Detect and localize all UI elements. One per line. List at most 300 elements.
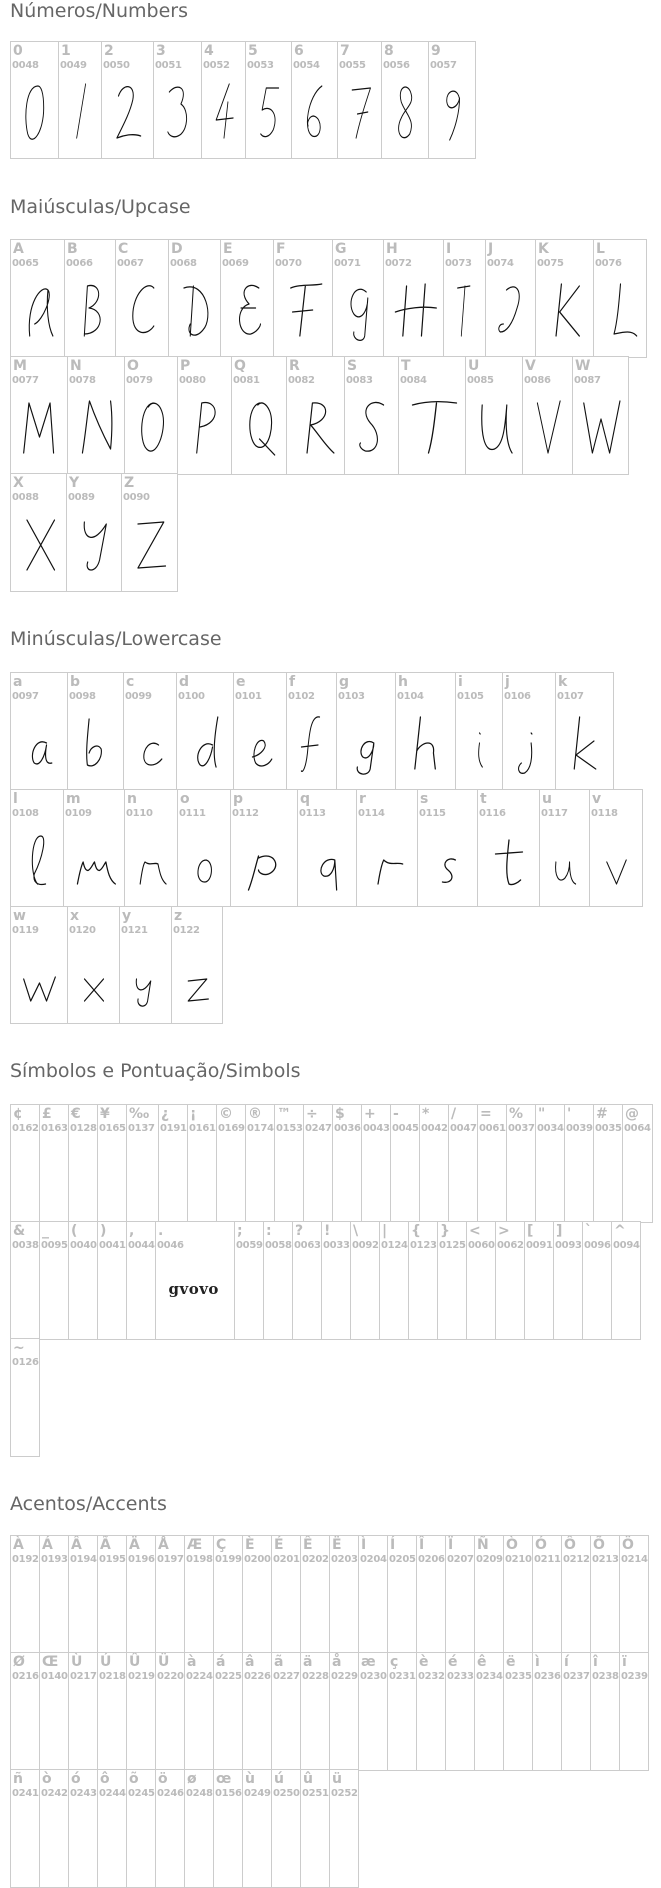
glyph-character: w xyxy=(13,908,26,924)
glyph-character: ® xyxy=(248,1106,262,1122)
glyph-character: z xyxy=(174,908,183,924)
glyph-cell xyxy=(532,1535,562,1654)
glyph-cell xyxy=(63,789,125,907)
glyph-cell xyxy=(67,906,120,1024)
glyph-character: Y xyxy=(69,475,80,491)
glyph-code: 0089 xyxy=(68,492,95,503)
glyph-character: ï xyxy=(622,1654,627,1670)
glyph-code: 0057 xyxy=(430,60,457,71)
glyph-code: 0163 xyxy=(41,1123,68,1134)
glyph-character: b xyxy=(70,674,81,690)
glyph-sample xyxy=(345,357,399,475)
glyph-code: 0224 xyxy=(186,1671,213,1682)
glyph-cell xyxy=(230,789,298,907)
glyph-code: 0126 xyxy=(12,1357,39,1368)
glyph-character: Ä xyxy=(129,1537,140,1553)
glyph-character: 0 xyxy=(13,43,23,59)
glyph-code: 0095 xyxy=(41,1240,68,1251)
glyph-code: 0117 xyxy=(541,808,568,819)
glyph-cell xyxy=(10,789,64,907)
glyph-character: & xyxy=(13,1223,26,1239)
glyph-code: 0070 xyxy=(275,258,302,269)
glyph-cell xyxy=(10,672,68,791)
glyph-sample xyxy=(232,357,287,475)
glyph-code: 0201 xyxy=(273,1554,300,1565)
glyph-sample xyxy=(486,240,536,358)
glyph-sample xyxy=(573,357,629,475)
glyph-code: 0239 xyxy=(621,1671,648,1682)
glyph-code: 0097 xyxy=(12,691,39,702)
glyph-cell xyxy=(416,1535,446,1654)
glyph-code: 0247 xyxy=(305,1123,332,1134)
glyph-code: 0073 xyxy=(445,258,472,269)
glyph-character: * xyxy=(422,1106,430,1122)
glyph-code: 0228 xyxy=(302,1671,329,1682)
glyph-code: 0220 xyxy=(157,1671,184,1682)
glyph-character: I xyxy=(446,241,452,257)
glyph-character: 6 xyxy=(294,43,304,59)
glyph-character: á xyxy=(216,1654,226,1670)
glyph-cell xyxy=(58,41,102,159)
glyph-code: 0058 xyxy=(265,1240,292,1251)
glyph-cell xyxy=(564,1104,594,1223)
glyph-code: 0238 xyxy=(592,1671,619,1682)
glyph-character: 8 xyxy=(384,43,394,59)
glyph-code: 0233 xyxy=(447,1671,474,1682)
glyph-code: 0100 xyxy=(178,691,205,702)
glyph-code: 0230 xyxy=(360,1671,387,1682)
glyph-sample xyxy=(594,240,647,358)
glyph-cell xyxy=(593,239,647,358)
glyph-code: 0037 xyxy=(508,1123,535,1134)
glyph-code: 0071 xyxy=(334,258,361,269)
glyph-character: 5 xyxy=(248,43,258,59)
glyph-cell xyxy=(67,356,125,475)
glyph-sample xyxy=(221,240,274,358)
glyph-code: 0205 xyxy=(389,1554,416,1565)
glyph-cell xyxy=(10,1104,40,1223)
glyph-code: 0113 xyxy=(299,808,326,819)
glyph-code: 0231 xyxy=(389,1671,416,1682)
glyph-cell xyxy=(233,672,287,791)
glyph-code: 0098 xyxy=(69,691,96,702)
glyph-code: 0195 xyxy=(99,1554,126,1565)
glyph-code: 0087 xyxy=(574,375,601,386)
glyph-code: 0066 xyxy=(66,258,93,269)
glyph-character: r xyxy=(359,791,366,807)
glyph-code: 0045 xyxy=(392,1123,419,1134)
glyph-sample xyxy=(396,673,456,791)
glyph-cell xyxy=(121,473,178,592)
glyph-cell xyxy=(216,1104,246,1223)
glyph-character: N xyxy=(70,358,82,374)
glyph-character: Ù xyxy=(71,1654,83,1670)
glyph-character: ) xyxy=(100,1223,107,1239)
glyph-code: 0080 xyxy=(179,375,206,386)
glyph-code: 0203 xyxy=(331,1554,358,1565)
glyph-cell xyxy=(539,789,590,907)
glyph-character: å xyxy=(332,1654,342,1670)
glyph-cell xyxy=(97,1769,127,1888)
glyph-cell xyxy=(358,1535,388,1654)
glyph-code: 0074 xyxy=(487,258,514,269)
glyph-character: Ë xyxy=(332,1537,342,1553)
glyph-character: } xyxy=(440,1223,450,1239)
glyph-sample xyxy=(338,42,382,159)
glyph-code: 0053 xyxy=(247,60,274,71)
glyph-character: ¿ xyxy=(161,1106,170,1122)
glyph-cell xyxy=(572,356,629,475)
glyph-code: 0038 xyxy=(12,1240,39,1251)
glyph-cell xyxy=(503,1535,533,1654)
glyph-code: 0078 xyxy=(69,375,96,386)
glyph-cell xyxy=(39,1535,69,1654)
glyph-code: 0105 xyxy=(457,691,484,702)
glyph-code: 0118 xyxy=(591,808,618,819)
glyph-code: 0067 xyxy=(117,258,144,269)
glyph-cell xyxy=(124,356,178,475)
glyph-code: 0086 xyxy=(524,375,551,386)
glyph-character: 4 xyxy=(204,43,214,59)
glyph-cell xyxy=(590,1535,620,1654)
glyph-character: B xyxy=(67,241,78,257)
glyph-sample xyxy=(68,907,120,1024)
glyph-code: 0235 xyxy=(505,1671,532,1682)
glyph-sample xyxy=(523,357,573,475)
glyph-character: i xyxy=(458,674,463,690)
glyph-character: @ xyxy=(625,1106,639,1122)
glyph-character: © xyxy=(219,1106,233,1122)
glyph-character: í xyxy=(564,1654,569,1670)
glyph-code: 0114 xyxy=(358,808,385,819)
glyph-sample xyxy=(64,790,125,907)
glyph-character: ^ xyxy=(614,1223,626,1239)
glyph-code: 0076 xyxy=(595,258,622,269)
glyph-sample xyxy=(11,790,64,907)
glyph-sample xyxy=(357,790,418,907)
glyph-cell xyxy=(242,1652,272,1771)
glyph-code: 0116 xyxy=(479,808,506,819)
glyph-code: 0242 xyxy=(41,1788,68,1799)
glyph-sample xyxy=(444,240,486,358)
glyph-code: 0043 xyxy=(363,1123,390,1134)
glyph-cell xyxy=(68,1104,98,1223)
glyph-cell xyxy=(68,1652,98,1771)
glyph-cell xyxy=(126,1652,156,1771)
glyph-sample xyxy=(234,673,287,791)
glyph-character: P xyxy=(180,358,191,374)
glyph-character: ä xyxy=(303,1654,313,1670)
glyph-code: 0064 xyxy=(624,1123,651,1134)
glyph-cell xyxy=(155,1221,235,1340)
glyph-code: 0072 xyxy=(385,258,412,269)
glyph-code: 0237 xyxy=(563,1671,590,1682)
glyph-cell xyxy=(64,239,116,358)
glyph-sample xyxy=(169,240,221,358)
glyph-sample xyxy=(116,240,169,358)
glyph-cell xyxy=(10,906,68,1024)
glyph-cell xyxy=(176,672,234,791)
glyph-code: 0103 xyxy=(338,691,365,702)
glyph-cell xyxy=(126,1104,159,1223)
glyph-cell xyxy=(485,239,536,358)
glyph-character: D xyxy=(171,241,183,257)
glyph-character: Ö xyxy=(622,1537,634,1553)
glyph-character: ò xyxy=(42,1771,52,1787)
glyph-character: ] xyxy=(556,1223,563,1239)
glyph-code: 0124 xyxy=(381,1240,408,1251)
glyph-cell xyxy=(445,1652,475,1771)
glyph-code: 0206 xyxy=(418,1554,445,1565)
glyph-cell xyxy=(555,672,614,791)
glyph-character: ~ xyxy=(13,1340,25,1356)
glyph-cell xyxy=(622,1104,653,1223)
glyph-sample xyxy=(11,907,68,1024)
glyph-character: x xyxy=(70,908,80,924)
glyph-cell xyxy=(126,1221,156,1340)
glyph-character: ö xyxy=(158,1771,168,1787)
glyph-cell xyxy=(184,1652,214,1771)
glyph-cell xyxy=(291,41,338,159)
glyph-code: 0119 xyxy=(12,925,39,936)
glyph-code: 0227 xyxy=(273,1671,300,1682)
glyph-cell xyxy=(124,789,178,907)
glyph-cell xyxy=(300,1535,330,1654)
glyph-cell xyxy=(477,1104,507,1223)
glyph-cell xyxy=(381,41,429,159)
glyph-character: À xyxy=(13,1537,24,1553)
glyph-cell xyxy=(329,1652,359,1771)
glyph-code: 0102 xyxy=(288,691,315,702)
glyph-sample xyxy=(337,673,396,791)
glyph-sample xyxy=(102,42,154,159)
glyph-character: Á xyxy=(42,1537,53,1553)
glyph-sample xyxy=(382,42,429,159)
glyph-code: 0048 xyxy=(12,60,39,71)
glyph-code: 0137 xyxy=(128,1123,155,1134)
glyph-character: k xyxy=(558,674,568,690)
glyph-cell xyxy=(177,356,232,475)
glyph-character: è xyxy=(419,1654,429,1670)
glyph-character: É xyxy=(274,1537,284,1553)
glyph-cell xyxy=(619,1652,649,1771)
glyph-character: Í xyxy=(390,1537,396,1553)
glyph-character: Î xyxy=(419,1537,425,1553)
glyph-cell xyxy=(398,356,466,475)
glyph-cell xyxy=(477,789,540,907)
glyph-cell xyxy=(300,1652,330,1771)
section-title: Minúsculas/Lowercase xyxy=(10,628,222,650)
glyph-code: 0068 xyxy=(170,258,197,269)
glyph-cell xyxy=(39,1104,69,1223)
glyph-cell xyxy=(184,1769,214,1888)
glyph-character: | xyxy=(382,1223,388,1239)
glyph-character: T xyxy=(401,358,411,374)
glyph-cell xyxy=(231,356,287,475)
glyph-code: 0250 xyxy=(273,1788,300,1799)
glyph-code: 0092 xyxy=(352,1240,379,1251)
glyph-character: ô xyxy=(100,1771,110,1787)
glyph-cell xyxy=(332,239,384,358)
glyph-cell xyxy=(332,1104,362,1223)
glyph-cell xyxy=(428,41,476,159)
glyph-character: ( xyxy=(71,1223,78,1239)
glyph-code: 0140 xyxy=(41,1671,68,1682)
glyph-code: 0052 xyxy=(203,60,230,71)
glyph-cell xyxy=(303,1104,333,1223)
glyph-character: J xyxy=(488,241,494,257)
glyph-code: 0207 xyxy=(447,1554,474,1565)
glyph-cell xyxy=(329,1769,359,1888)
glyph-cell xyxy=(387,1535,417,1654)
glyph-cell xyxy=(416,1652,446,1771)
glyph-character: ÷ xyxy=(306,1106,318,1122)
glyph-code: 0081 xyxy=(233,375,260,386)
glyph-character: t xyxy=(480,791,487,807)
glyph-sample xyxy=(418,790,478,907)
period-sample-text: gvovo xyxy=(168,1280,219,1298)
glyph-cell xyxy=(419,1104,449,1223)
glyph-sample xyxy=(122,474,178,592)
glyph-character: u xyxy=(542,791,552,807)
glyph-cell xyxy=(39,1221,69,1340)
glyph-cell xyxy=(286,356,345,475)
glyph-sample xyxy=(68,673,124,791)
glyph-code: 0094 xyxy=(613,1240,640,1251)
glyph-character: d xyxy=(179,674,190,690)
glyph-sample xyxy=(202,42,246,159)
glyph-code: 0036 xyxy=(334,1123,361,1134)
glyph-character: Ò xyxy=(506,1537,518,1553)
glyph-cell xyxy=(68,1221,98,1340)
glyph-cell xyxy=(361,1104,391,1223)
glyph-cell xyxy=(67,672,124,791)
glyph-code: 0197 xyxy=(157,1554,184,1565)
glyph-character: S xyxy=(347,358,358,374)
glyph-character: m xyxy=(66,791,81,807)
glyph-character: î xyxy=(593,1654,598,1670)
glyph-sample xyxy=(231,790,298,907)
glyph-code: 0246 xyxy=(157,1788,184,1799)
section-title: Maiúsculas/Upcase xyxy=(10,196,191,218)
glyph-character: Ç xyxy=(216,1537,227,1553)
glyph-code: 0218 xyxy=(99,1671,126,1682)
glyph-character: ! xyxy=(324,1223,331,1239)
glyph-cell xyxy=(474,1535,504,1654)
glyph-code: 0153 xyxy=(276,1123,303,1134)
glyph-code: 0123 xyxy=(410,1240,437,1251)
glyph-code: 0034 xyxy=(537,1123,564,1134)
glyph-character: Û xyxy=(129,1654,141,1670)
glyph-character: Ï xyxy=(448,1537,454,1553)
glyph-code: 0112 xyxy=(232,808,259,819)
glyph-code: 0065 xyxy=(12,258,39,269)
section-title: Acentos/Accents xyxy=(10,1493,167,1515)
glyph-character: l xyxy=(13,791,18,807)
glyph-code: 0035 xyxy=(595,1123,622,1134)
glyph-cell xyxy=(455,672,503,791)
glyph-code: 0216 xyxy=(12,1671,39,1682)
glyph-cell xyxy=(443,239,486,358)
glyph-cell xyxy=(502,672,556,791)
glyph-cell xyxy=(158,1104,188,1223)
glyph-code: 0044 xyxy=(128,1240,155,1251)
glyph-sample xyxy=(11,240,65,358)
glyph-character: ê xyxy=(477,1654,487,1670)
glyph-cell xyxy=(68,1769,98,1888)
glyph-code: 0093 xyxy=(555,1240,582,1251)
glyph-code: 0042 xyxy=(421,1123,448,1134)
glyph-cell xyxy=(395,672,456,791)
glyph-character: $ xyxy=(335,1106,345,1122)
glyph-character: Ü xyxy=(158,1654,170,1670)
glyph-code: 0162 xyxy=(12,1123,39,1134)
glyph-code: 0115 xyxy=(419,808,446,819)
glyph-code: 0226 xyxy=(244,1671,271,1682)
glyph-character: # xyxy=(596,1106,608,1122)
glyph-character: õ xyxy=(129,1771,139,1787)
glyph-code: 0041 xyxy=(99,1240,126,1251)
glyph-code: 0204 xyxy=(360,1554,387,1565)
glyph-cell xyxy=(274,1104,304,1223)
glyph-code: 0084 xyxy=(400,375,427,386)
glyph-cell xyxy=(495,1221,525,1340)
glyph-code: 0061 xyxy=(479,1123,506,1134)
glyph-cell xyxy=(10,1535,40,1654)
glyph-character: 9 xyxy=(431,43,441,59)
glyph-cell xyxy=(220,239,274,358)
glyph-cell xyxy=(155,1652,185,1771)
glyph-sample xyxy=(178,790,231,907)
glyph-character: ¢ xyxy=(13,1106,23,1122)
glyph-cell xyxy=(97,1221,127,1340)
glyph-cell xyxy=(126,1769,156,1888)
glyph-cell xyxy=(10,239,65,358)
glyph-character: Â xyxy=(71,1537,82,1553)
glyph-character: M xyxy=(13,358,27,374)
glyph-character: F xyxy=(276,241,286,257)
glyph-character: f xyxy=(289,674,296,690)
glyph-character: ó xyxy=(71,1771,81,1787)
glyph-code: 0099 xyxy=(125,691,152,702)
glyph-cell xyxy=(171,906,223,1024)
glyph-code: 0060 xyxy=(468,1240,495,1251)
glyph-character: ; xyxy=(237,1223,243,1239)
glyph-code: 0063 xyxy=(294,1240,321,1251)
glyph-code: 0069 xyxy=(222,258,249,269)
glyph-sample xyxy=(478,790,540,907)
glyph-character: { xyxy=(411,1223,421,1239)
glyph-character: Õ xyxy=(593,1537,605,1553)
glyph-character: v xyxy=(592,791,602,807)
glyph-character: Ø xyxy=(13,1654,25,1670)
glyph-cell xyxy=(506,1104,536,1223)
glyph-cell xyxy=(115,239,169,358)
glyph-character: ¥ xyxy=(100,1106,110,1122)
glyph-cell xyxy=(123,672,177,791)
glyph-cell xyxy=(245,41,292,159)
glyph-code: 0196 xyxy=(128,1554,155,1565)
glyph-sample xyxy=(466,357,523,475)
glyph-character: ™ xyxy=(277,1106,291,1122)
glyph-cell xyxy=(344,356,399,475)
glyph-character: W xyxy=(575,358,591,374)
glyph-code: 0108 xyxy=(12,808,39,819)
glyph-cell xyxy=(619,1535,649,1654)
glyph-character: - xyxy=(393,1106,399,1122)
glyph-sample xyxy=(429,42,476,159)
glyph-character: œ xyxy=(216,1771,232,1787)
